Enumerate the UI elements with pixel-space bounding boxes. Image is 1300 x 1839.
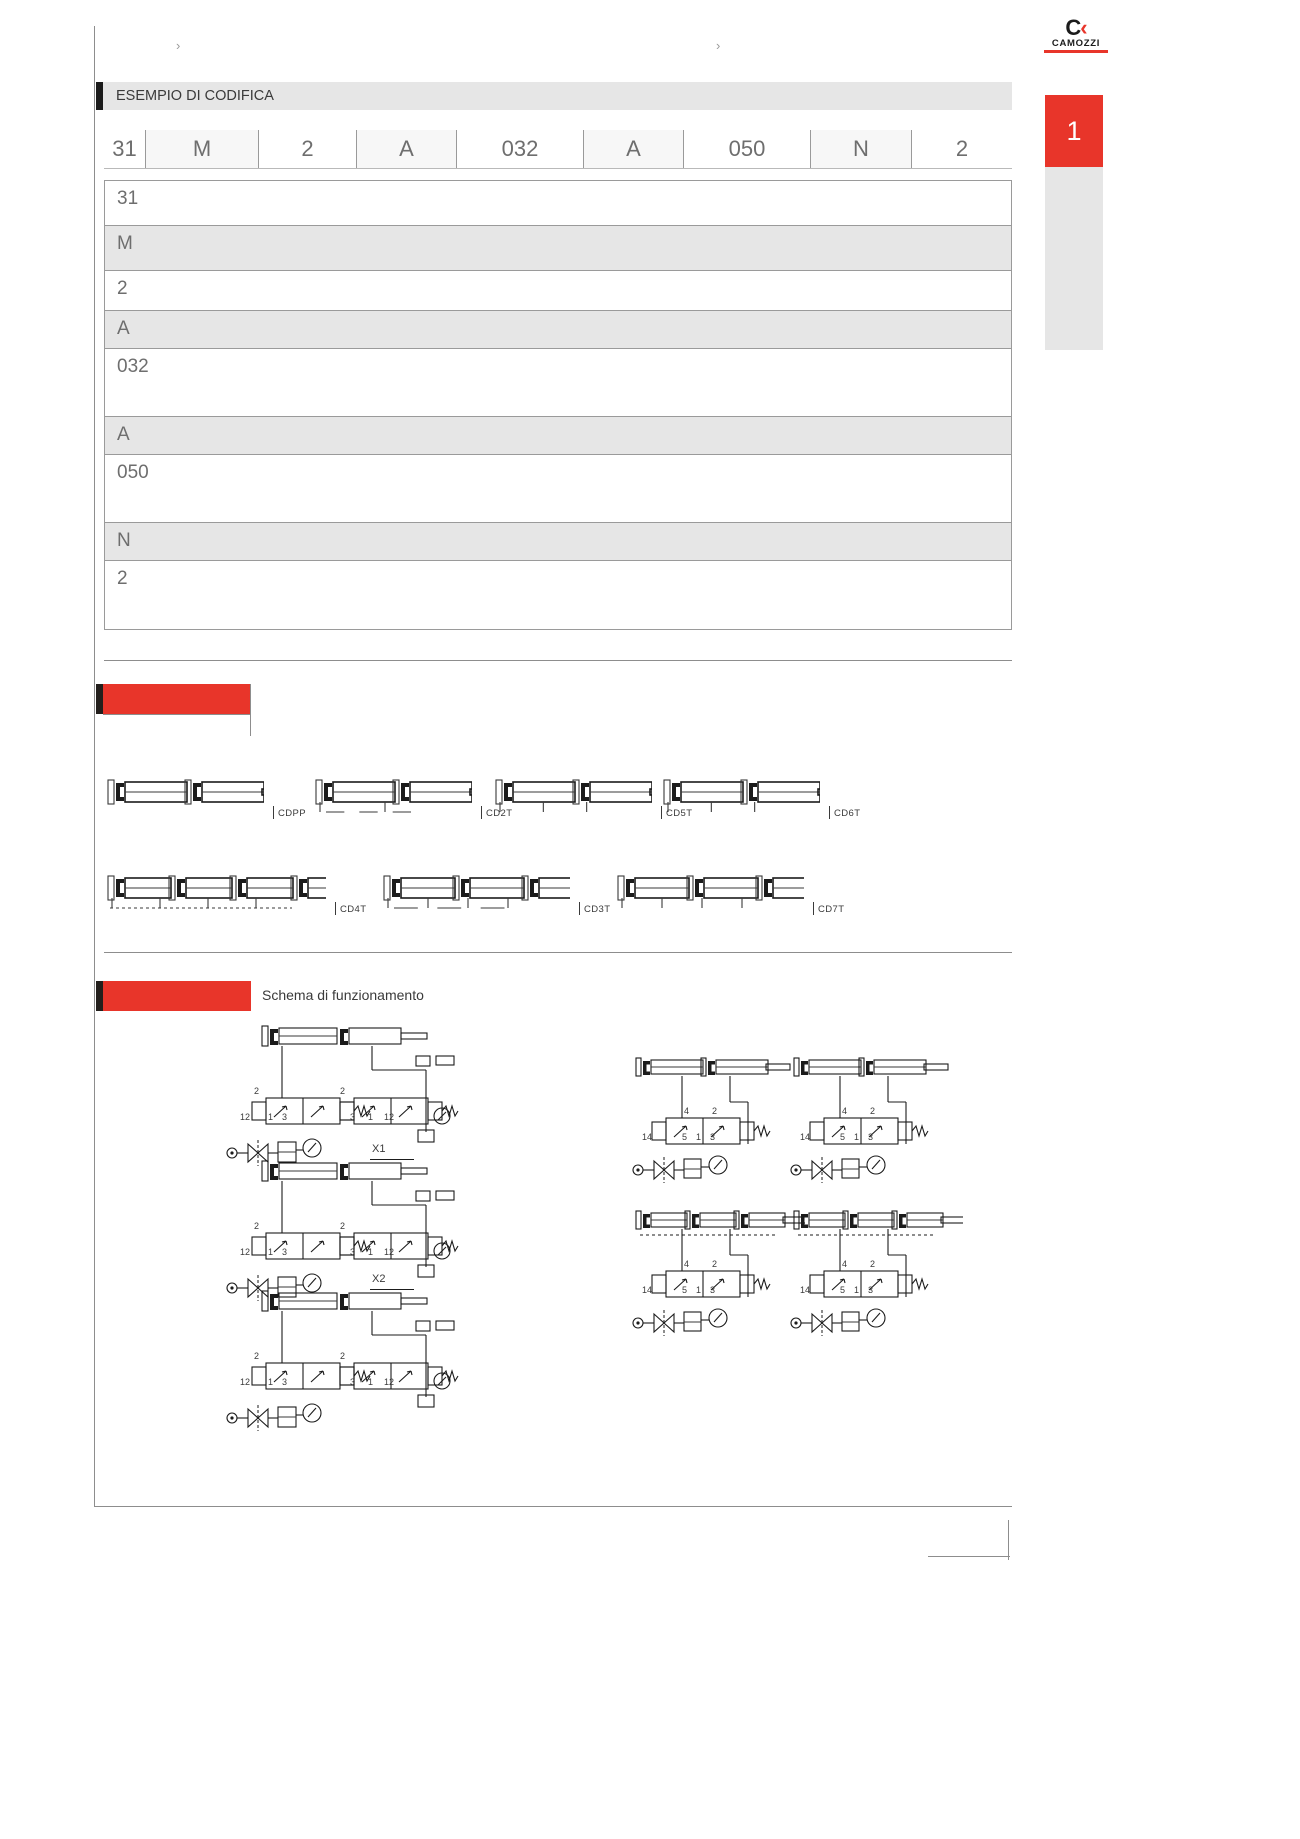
- code-cell-5: A: [584, 130, 684, 168]
- description-row: [105, 271, 1011, 311]
- port-label: 12: [384, 1377, 395, 1387]
- port-label: 4: [842, 1106, 848, 1116]
- description-row: [105, 226, 1011, 271]
- annotation-leader: [370, 1159, 414, 1160]
- annotation-leader: [370, 1289, 414, 1290]
- port-label: 12: [240, 1247, 251, 1257]
- description-key: 2: [117, 278, 128, 299]
- description-key: A: [117, 424, 130, 445]
- port-label: 1: [368, 1112, 374, 1122]
- label-tick: [829, 806, 830, 819]
- label-tick: [579, 902, 580, 915]
- code-cell-3: A: [357, 130, 457, 168]
- schema-section-title: Schema di funzionamento: [262, 987, 424, 1003]
- symbols-section-header: [103, 684, 251, 714]
- description-key: A: [117, 318, 130, 339]
- circuit-diagram-right-3: [630, 1205, 805, 1340]
- port-label: 2: [254, 1221, 260, 1231]
- label-tick: [481, 806, 482, 819]
- cylinder-symbol-cd2t: [312, 772, 513, 820]
- port-label: 14: [642, 1132, 653, 1142]
- port-label: 12: [384, 1247, 395, 1257]
- port-label: 2: [712, 1259, 718, 1269]
- port-label: 3: [350, 1377, 356, 1387]
- port-label: 1: [854, 1132, 860, 1142]
- port-label: 1: [854, 1285, 860, 1295]
- circuit-diagram-left-2: [222, 1143, 462, 1305]
- code-cell-1: M: [146, 130, 259, 168]
- description-row: [105, 523, 1011, 561]
- description-row: [105, 561, 1011, 629]
- description-row: [105, 349, 1011, 417]
- cylinder-symbol-cd6t: [660, 772, 861, 820]
- label-tick: [813, 902, 814, 915]
- cylinder-symbol-cd5t: [492, 772, 693, 820]
- left-margin-rule: [94, 26, 95, 1506]
- port-label: 4: [684, 1259, 690, 1269]
- port-label: 1: [368, 1377, 374, 1387]
- port-label: 4: [842, 1259, 848, 1269]
- port-label: 2: [870, 1106, 876, 1116]
- annotation-label: X2: [372, 1273, 386, 1285]
- code-cell-6: 050: [684, 130, 811, 168]
- schema-section-header: [103, 981, 251, 1011]
- section-tick: [96, 981, 103, 1011]
- port-label: 2: [870, 1259, 876, 1269]
- coding-description-table: [104, 180, 1012, 630]
- port-label: 1: [268, 1377, 274, 1387]
- cylinder-symbol-label: CDPP: [278, 808, 306, 819]
- description-key: 050: [117, 462, 149, 483]
- coding-section-title: ESEMPIO DI CODIFICA: [116, 88, 274, 104]
- port-label: 5: [840, 1132, 846, 1142]
- description-row: [105, 311, 1011, 349]
- divider-symbols: [104, 952, 1012, 953]
- port-label: 3: [710, 1132, 716, 1142]
- cylinder-symbol-label: CD7T: [818, 904, 845, 915]
- cylinder-symbol-label: CD4T: [340, 904, 367, 915]
- port-label: 1: [268, 1112, 274, 1122]
- cylinder-symbol-label: CD3T: [584, 904, 611, 915]
- description-key: 31: [117, 188, 139, 209]
- section-tick: [96, 684, 103, 714]
- port-label: 1: [696, 1132, 702, 1142]
- symbols-bar-stem: [250, 684, 251, 736]
- description-row: [105, 455, 1011, 523]
- label-tick: [273, 806, 274, 819]
- port-label: 4: [684, 1106, 690, 1116]
- symbols-bar-underline: [103, 714, 251, 715]
- divider-bottom: [94, 1506, 1012, 1507]
- port-label: 5: [682, 1285, 688, 1295]
- code-cell-7: N: [811, 130, 912, 168]
- breadcrumb-right: ›: [716, 38, 721, 53]
- description-key: 2: [117, 568, 128, 589]
- logo-mark: C‹: [1065, 15, 1087, 40]
- breadcrumb-left: ›: [176, 38, 181, 53]
- port-label: 12: [240, 1112, 251, 1122]
- cylinder-symbol-cd7t: [614, 868, 845, 916]
- label-tick: [335, 902, 336, 915]
- port-label: 3: [350, 1112, 356, 1122]
- port-label: 3: [350, 1247, 356, 1257]
- cylinder-symbol-cd4t: [104, 868, 367, 916]
- port-label: 2: [254, 1351, 260, 1361]
- circuit-diagram-right-4: [788, 1205, 963, 1340]
- port-label: 2: [340, 1351, 346, 1361]
- footer-rule: [928, 1556, 1010, 1557]
- description-key: 032: [117, 356, 149, 377]
- cylinder-symbol-label: CD5T: [666, 808, 693, 819]
- port-label: 3: [282, 1112, 288, 1122]
- circuit-diagram-right-2: [788, 1052, 963, 1187]
- port-label: 14: [800, 1285, 811, 1295]
- port-label: 3: [868, 1132, 874, 1142]
- port-label: 14: [800, 1132, 811, 1142]
- cylinder-symbol-label: CD2T: [486, 808, 513, 819]
- code-cell-2: 2: [259, 130, 357, 168]
- port-label: 5: [840, 1285, 846, 1295]
- port-label: 1: [268, 1247, 274, 1257]
- port-label: 2: [712, 1106, 718, 1116]
- port-label: 3: [868, 1285, 874, 1295]
- port-label: 5: [682, 1132, 688, 1142]
- port-label: 2: [254, 1086, 260, 1096]
- port-label: 3: [282, 1247, 288, 1257]
- port-label: 1: [696, 1285, 702, 1295]
- circuit-diagram-left-1: [222, 1020, 462, 1170]
- circuit-diagram-right-1: [630, 1052, 805, 1187]
- description-row: [105, 417, 1011, 455]
- code-cell-8: 2: [955, 136, 969, 161]
- annotation-label: X1: [372, 1143, 386, 1155]
- port-label: 12: [240, 1377, 251, 1387]
- cylinder-symbol-cd3t: [380, 868, 611, 916]
- page-tab-number: 1: [1045, 95, 1103, 167]
- description-row: [105, 181, 1011, 226]
- port-label: 2: [340, 1086, 346, 1096]
- port-label: 3: [710, 1285, 716, 1295]
- section-tick: [96, 82, 103, 110]
- footer-vertical-rule: [1008, 1520, 1009, 1560]
- cylinder-symbol-label: CD6T: [834, 808, 861, 819]
- coding-example-row: [104, 130, 1012, 169]
- divider-coding: [104, 660, 1012, 661]
- port-label: 14: [642, 1285, 653, 1295]
- port-label: 2: [340, 1221, 346, 1231]
- logo-rule: [1044, 50, 1108, 53]
- cylinder-symbol-cdpp: [104, 772, 306, 820]
- port-label: 12: [384, 1112, 395, 1122]
- description-key: N: [117, 530, 131, 551]
- coding-section-header: [96, 82, 1012, 110]
- description-key: M: [117, 233, 133, 254]
- port-label: 3: [282, 1377, 288, 1387]
- logo-wordmark: CAMOZZI: [1051, 38, 1101, 49]
- port-label: 1: [368, 1247, 374, 1257]
- camozzi-logo: [1040, 15, 1112, 66]
- code-cell-4: 032: [457, 130, 584, 168]
- code-cell-0: 31: [104, 130, 146, 168]
- circuit-diagram-left-3: [222, 1273, 462, 1435]
